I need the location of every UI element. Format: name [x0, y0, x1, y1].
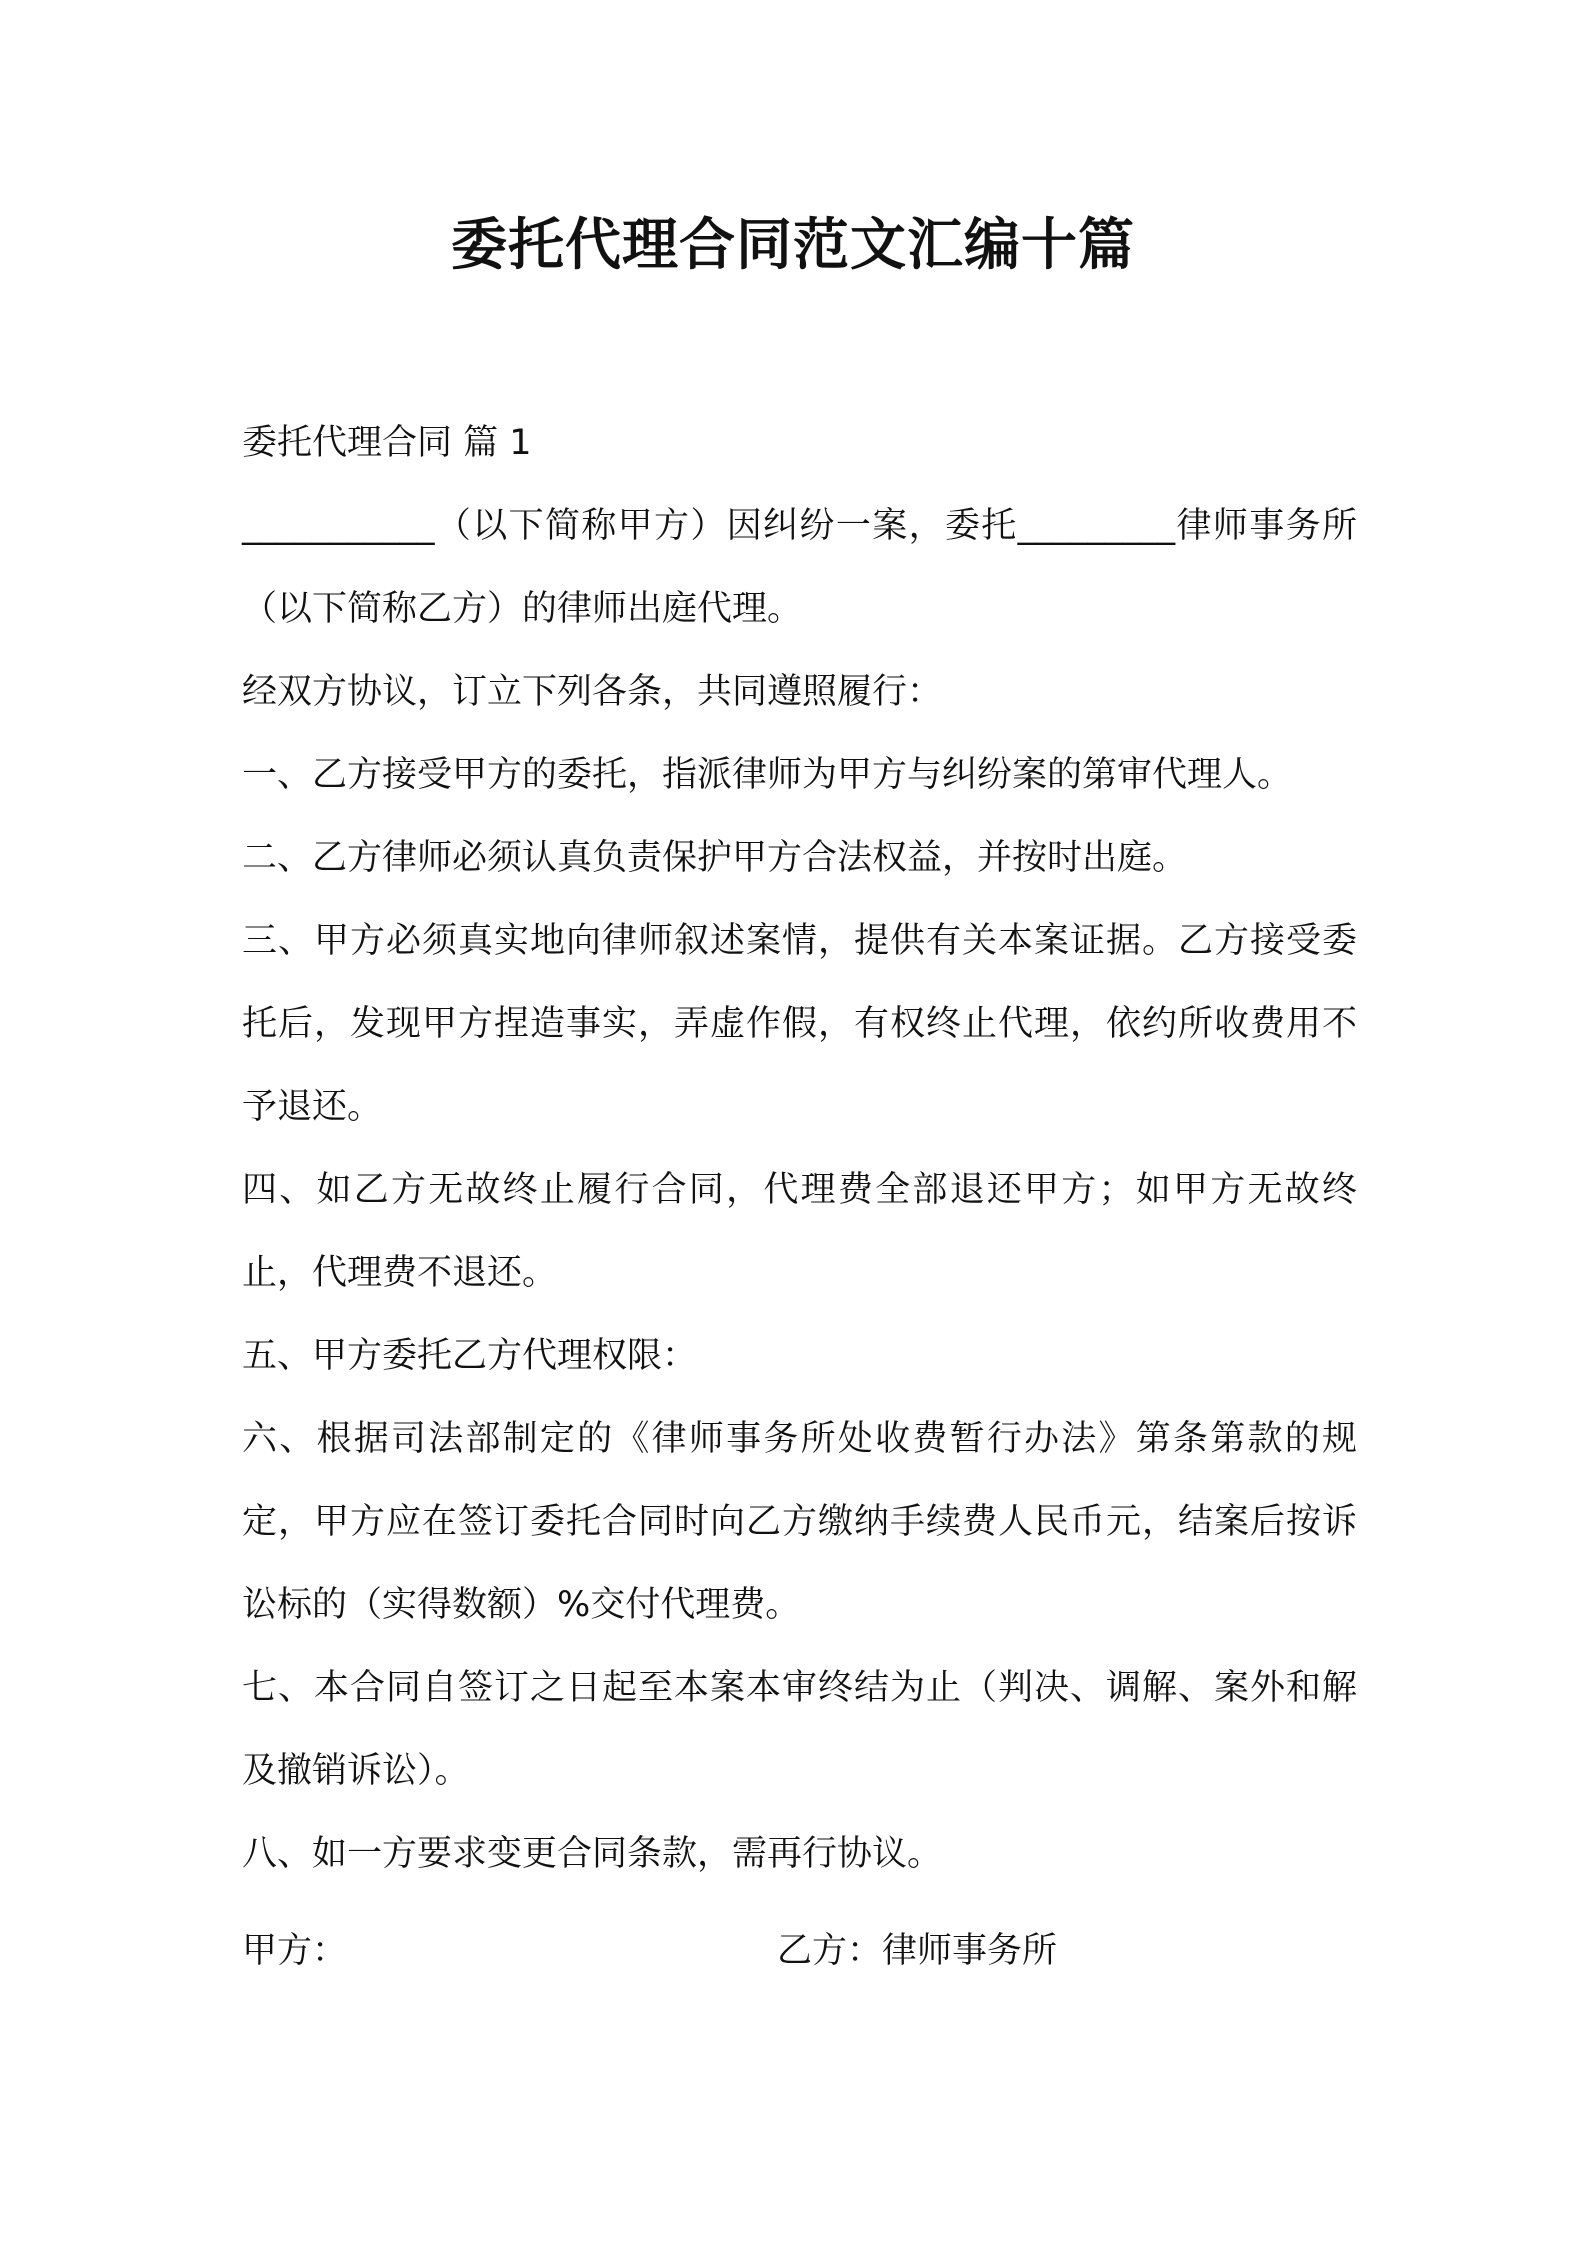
signature-party-b: 乙方：律师事务所: [777, 1931, 1058, 1971]
clause-6: 六、根据司法部制定的《律师事务所处收费暂行办法》第条第款的规定，甲方应在签订委托合同时向乙方缴纳手续费人民币元，结案后按诉讼标的（实得数额）%交付代理费。: [242, 1419, 1357, 1625]
clause-2: 二、乙方律师必须认真负责保护甲方合法权益，并按时出庭。: [242, 838, 1188, 878]
clause-8: 八、如一方要求变更合同条款，需再行协议。: [242, 1834, 943, 1874]
signature-row: [242, 1910, 1357, 1993]
document-body: [242, 402, 1357, 1896]
paragraph-intro: ___________（以下简称甲方）因纠纷一案，委托_________律师事务所（以下简称乙方）的律师出庭代理。: [242, 506, 1357, 629]
clause-7: 七、本合同自签订之日起至本案本审终结为止（判决、调解、案外和解及撤销诉讼）。: [242, 1668, 1357, 1791]
paragraph-agreement: 经双方协议，订立下列各条，共同遵照履行：: [242, 672, 943, 712]
clause-4: 四、如乙方无故终止履行合同，代理费全部退还甲方；如甲方无故终止，代理费不退还。: [242, 1170, 1357, 1293]
section-heading: 委托代理合同 篇 1: [242, 423, 532, 463]
clause-1: 一、乙方接受甲方的委托，指派律师为甲方与纠纷案的第审代理人。: [242, 755, 1293, 795]
signature-party-a: 甲方：: [242, 1931, 348, 1971]
clause-3: 三、甲方必须真实地向律师叙述案情，提供有关本案证据。乙方接受委托后，发现甲方捏造事实，弄虚作假，有权终止代理，依约所收费用不予退还。: [242, 921, 1357, 1127]
document-title: 委托代理合同范文汇编十篇: [451, 213, 1135, 278]
clause-5: 五、甲方委托乙方代理权限：: [242, 1336, 698, 1376]
